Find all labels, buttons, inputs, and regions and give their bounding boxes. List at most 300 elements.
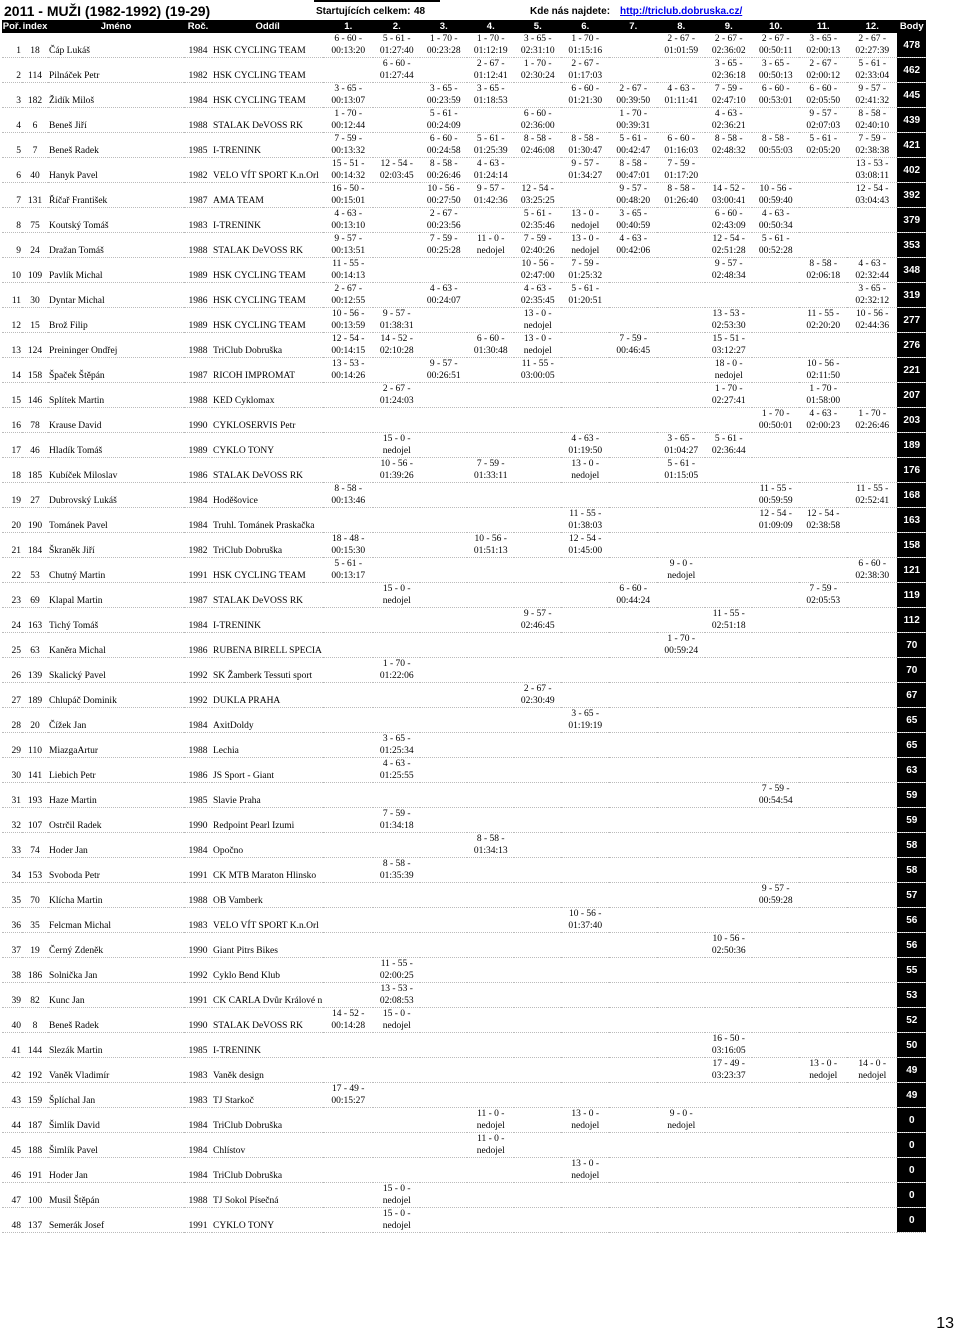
name-cell: Felcman Michal — [48, 908, 184, 933]
result-line: 00:13:20 — [331, 46, 366, 56]
result-line: 01:21:30 — [568, 96, 603, 106]
result-line: 01:24:03 — [379, 396, 414, 406]
race-result-cell — [420, 908, 467, 933]
result-line: 13 - 0 - — [571, 1159, 600, 1169]
result-line: 12 - 54 - — [856, 184, 889, 194]
table-row — [2, 533, 926, 558]
race-result-cell — [657, 533, 705, 558]
race-result-cell — [514, 133, 561, 158]
race-result-cell — [752, 333, 799, 358]
race-result-cell — [705, 658, 752, 683]
result-line: 02:00:12 — [806, 71, 841, 81]
race-result-cell — [420, 958, 467, 983]
result-line: 3 - 65 - — [761, 59, 790, 69]
index-cell: 131 — [22, 183, 48, 208]
race-result-cell — [847, 1208, 897, 1233]
club-cell: HSK CYCLING TEAM — [212, 258, 323, 283]
race-result-cell — [373, 1133, 420, 1158]
index-cell: 19 — [22, 933, 48, 958]
rank-cell: 39 — [2, 983, 22, 1008]
race-result-cell — [657, 408, 705, 433]
race-result-cell — [514, 583, 561, 608]
race-result-cell — [799, 983, 847, 1008]
race-result-cell — [799, 683, 847, 708]
name-cell: Židík Miloš — [48, 83, 184, 108]
race-result-cell — [323, 133, 373, 158]
race-result-cell — [467, 483, 514, 508]
race-result-cell — [323, 983, 373, 1008]
result-line: 01:15:05 — [664, 471, 699, 481]
index-cell: 186 — [22, 958, 48, 983]
year-cell: 1984 — [184, 833, 212, 858]
race-result-cell — [609, 908, 657, 933]
race-result-cell — [323, 333, 373, 358]
result-line: 5 - 61 - — [571, 284, 600, 294]
race-result-cell — [561, 583, 609, 608]
race-result-cell — [373, 908, 420, 933]
result-line: 10 - 56 - — [759, 184, 792, 194]
race-result-cell — [799, 1083, 847, 1108]
result-line: 6 - 60 - — [476, 334, 505, 344]
race-result-cell — [420, 983, 467, 1008]
race-result-cell — [799, 358, 847, 383]
race-result-cell — [420, 283, 467, 308]
points-cell: 50 — [897, 1033, 926, 1058]
result-line: nedojel — [382, 1021, 411, 1031]
index-cell: 192 — [22, 1058, 48, 1083]
result-line: 13 - 0 - — [809, 1059, 838, 1069]
result-line: 11 - 55 - — [332, 259, 365, 269]
points-cell: 168 — [897, 483, 926, 508]
club-cell: I-TRENINK — [212, 208, 323, 233]
index-cell: 191 — [22, 1158, 48, 1183]
race-result-cell — [467, 158, 514, 183]
result-line: 5 - 61 - — [476, 134, 505, 144]
race-result-cell — [467, 533, 514, 558]
race-result-cell — [799, 808, 847, 833]
index-cell: 189 — [22, 683, 48, 708]
result-line: 00:50:01 — [758, 421, 793, 431]
rank-cell: 28 — [2, 708, 22, 733]
club-cell: HSK CYCLING TEAM — [212, 58, 323, 83]
race-result-cell — [657, 833, 705, 858]
race-result-cell — [561, 1008, 609, 1033]
result-line: 7 - 59 - — [761, 784, 790, 794]
race-result-cell — [467, 883, 514, 908]
race-result-cell — [514, 1033, 561, 1058]
race-result-cell — [847, 108, 897, 133]
race-result-cell — [373, 1083, 420, 1108]
result-line: 01:26:40 — [664, 196, 699, 206]
race-result-cell — [561, 258, 609, 283]
race-result-cell — [609, 358, 657, 383]
race-result-cell — [514, 783, 561, 808]
result-line: 5 - 61 - — [714, 434, 743, 444]
club-cell: CYKLOSERVIS Petr — [212, 408, 323, 433]
race-result-cell — [467, 358, 514, 383]
race-result-cell — [561, 208, 609, 233]
index-cell: 184 — [22, 533, 48, 558]
race-result-cell — [609, 1158, 657, 1183]
race-result-cell — [561, 108, 609, 133]
result-line: 6 - 60 - — [334, 34, 363, 44]
result-line: 9 - 57 - — [429, 359, 458, 369]
starters-count: 48 — [414, 6, 426, 17]
result-line: 6 - 60 - — [714, 209, 743, 219]
race-result-cell — [373, 483, 420, 508]
result-line: 01:12:41 — [473, 71, 508, 81]
race-result-cell — [705, 1183, 752, 1208]
result-line: 1 - 70 - — [667, 634, 696, 644]
result-line: 15 - 0 - — [382, 1184, 411, 1194]
race-result-cell — [467, 558, 514, 583]
name-cell: Říčař František — [48, 183, 184, 208]
race-result-cell — [799, 408, 847, 433]
result-line: 02:36:21 — [711, 121, 746, 131]
result-line: 01:27:40 — [379, 46, 414, 56]
race-result-cell — [561, 633, 609, 658]
race-result-cell — [323, 1058, 373, 1083]
year-cell: 1984 — [184, 1158, 212, 1183]
race-result-cell — [752, 583, 799, 608]
year-cell: 1988 — [184, 883, 212, 908]
race-result-cell — [657, 208, 705, 233]
race-result-cell — [467, 333, 514, 358]
result-line: nedojel — [571, 1171, 600, 1181]
race-result-cell — [752, 683, 799, 708]
points-cell: 52 — [897, 1008, 926, 1033]
race-result-cell — [467, 1183, 514, 1208]
race-result-cell — [373, 358, 420, 383]
race-result-cell — [799, 158, 847, 183]
result-line: nedojel — [571, 471, 600, 481]
race-result-cell — [799, 283, 847, 308]
result-line: 01:04:27 — [664, 446, 699, 456]
race-result-cell — [609, 833, 657, 858]
race-result-cell — [561, 983, 609, 1008]
race-result-cell — [799, 33, 847, 58]
race-result-cell — [799, 783, 847, 808]
race-result-cell — [420, 1008, 467, 1033]
result-line: 01:58:00 — [806, 396, 841, 406]
race-result-cell — [561, 1133, 609, 1158]
club-cell: Cyklo Bend Klub — [212, 958, 323, 983]
race-result-cell — [373, 233, 420, 258]
race-result-cell — [609, 183, 657, 208]
page-title: 2011 - MUŽI (1982-1992) (19-29) — [4, 3, 211, 19]
result-line: 00:47:01 — [616, 171, 651, 181]
race-result-cell — [561, 1033, 609, 1058]
points-cell: 59 — [897, 808, 926, 833]
race-result-cell — [467, 583, 514, 608]
race-result-cell — [514, 633, 561, 658]
race-result-cell — [609, 508, 657, 533]
race-result-cell — [847, 383, 897, 408]
race-result-cell — [323, 108, 373, 133]
result-line: 00:12:55 — [331, 296, 366, 306]
race-result-cell — [705, 808, 752, 833]
race-result-cell — [514, 1133, 561, 1158]
result-line: 13 - 53 - — [712, 309, 745, 319]
race-result-cell — [847, 933, 897, 958]
year-cell: 1986 — [184, 458, 212, 483]
race-result-cell — [467, 908, 514, 933]
result-line: 13 - 53 - — [380, 984, 413, 994]
year-cell: 1982 — [184, 158, 212, 183]
race-result-cell — [847, 83, 897, 108]
race-result-cell — [514, 758, 561, 783]
year-cell: 1983 — [184, 1083, 212, 1108]
result-line: 00:15:30 — [331, 546, 366, 556]
race-result-cell — [705, 933, 752, 958]
column-header: 3. — [420, 20, 467, 33]
index-cell: 6 — [22, 108, 48, 133]
race-result-cell — [373, 858, 420, 883]
result-line: 13 - 0 - — [523, 309, 552, 319]
result-line: nedojel — [382, 596, 411, 606]
table-row — [2, 333, 926, 358]
race-result-cell — [514, 1058, 561, 1083]
race-result-cell — [752, 433, 799, 458]
result-line: 00:13:07 — [331, 96, 366, 106]
race-result-cell — [561, 233, 609, 258]
result-line: 4 - 63 - — [714, 109, 743, 119]
race-result-cell — [799, 333, 847, 358]
year-cell: 1984 — [184, 508, 212, 533]
race-result-cell — [847, 583, 897, 608]
year-cell: 1982 — [184, 533, 212, 558]
index-cell: 124 — [22, 333, 48, 358]
race-result-cell — [799, 883, 847, 908]
points-cell: 439 — [897, 108, 926, 133]
race-result-cell — [514, 333, 561, 358]
index-cell: 139 — [22, 658, 48, 683]
result-line: 01:25:39 — [473, 146, 508, 156]
result-line: nedojel — [382, 1196, 411, 1206]
race-result-cell — [373, 1158, 420, 1183]
race-result-cell — [373, 1008, 420, 1033]
race-result-cell — [847, 283, 897, 308]
race-result-cell — [609, 883, 657, 908]
year-cell: 1984 — [184, 33, 212, 58]
year-cell: 1992 — [184, 683, 212, 708]
race-result-cell — [467, 1033, 514, 1058]
index-cell: 75 — [22, 208, 48, 233]
result-line: 00:13:46 — [331, 496, 366, 506]
race-result-cell — [514, 983, 561, 1008]
race-result-cell — [609, 733, 657, 758]
race-result-cell — [609, 758, 657, 783]
race-result-cell — [561, 1208, 609, 1233]
website-link[interactable]: http://triclub.dobruska.cz/ — [620, 6, 743, 17]
race-result-cell — [609, 558, 657, 583]
result-line: 01:38:03 — [568, 521, 603, 531]
points-cell: 119 — [897, 583, 926, 608]
result-line: nedojel — [476, 246, 505, 256]
race-result-cell — [705, 183, 752, 208]
result-line: 02:36:02 — [711, 46, 746, 56]
race-result-cell — [561, 683, 609, 708]
result-line: 2 - 67 - — [429, 209, 458, 219]
rank-cell: 25 — [2, 633, 22, 658]
result-line: 6 - 60 - — [858, 559, 887, 569]
result-line: 1 - 70 - — [761, 409, 790, 419]
race-result-cell — [799, 58, 847, 83]
result-line: 1 - 70 - — [476, 34, 505, 44]
race-result-cell — [420, 308, 467, 333]
race-result-cell — [373, 633, 420, 658]
result-line: 16 - 50 - — [332, 184, 365, 194]
race-result-cell — [609, 233, 657, 258]
result-line: 13 - 0 - — [571, 234, 600, 244]
race-result-cell — [373, 758, 420, 783]
race-result-cell — [847, 1033, 897, 1058]
race-result-cell — [609, 333, 657, 358]
index-cell: 18 — [22, 33, 48, 58]
race-result-cell — [514, 1108, 561, 1133]
table-row — [2, 733, 926, 758]
race-result-cell — [373, 983, 420, 1008]
name-cell: Svoboda Petr — [48, 858, 184, 883]
column-header: 5. — [514, 20, 561, 33]
result-line: 01:45:00 — [568, 546, 603, 556]
rank-cell: 45 — [2, 1133, 22, 1158]
result-line: 7 - 59 - — [334, 134, 363, 144]
race-result-cell — [705, 433, 752, 458]
race-result-cell — [847, 258, 897, 283]
table-body — [2, 33, 926, 1233]
race-result-cell — [705, 508, 752, 533]
rank-cell: 15 — [2, 383, 22, 408]
table-row — [2, 58, 926, 83]
result-line: nedojel — [571, 246, 600, 256]
result-line: 5 - 61 - — [429, 109, 458, 119]
race-result-cell — [373, 1108, 420, 1133]
index-cell: 40 — [22, 158, 48, 183]
table-row — [2, 1108, 926, 1133]
result-line: 02:30:24 — [520, 71, 555, 81]
result-line: 9 - 57 - — [714, 259, 743, 269]
race-result-cell — [467, 258, 514, 283]
name-cell: Čížek Jan — [48, 708, 184, 733]
result-line: 17 - 49 - — [712, 1059, 745, 1069]
result-line: 02:35:46 — [520, 221, 555, 231]
rank-cell: 34 — [2, 858, 22, 883]
race-result-cell — [705, 783, 752, 808]
result-line: 12 - 54 - — [521, 184, 554, 194]
race-result-cell — [373, 1208, 420, 1233]
race-result-cell — [752, 1008, 799, 1033]
result-line: 18 - 48 - — [332, 534, 365, 544]
result-line: 00:23:28 — [426, 46, 461, 56]
result-line: 2 - 67 - — [382, 384, 411, 394]
race-result-cell — [467, 683, 514, 708]
index-cell: 163 — [22, 608, 48, 633]
race-result-cell — [799, 1033, 847, 1058]
year-cell: 1988 — [184, 333, 212, 358]
index-cell: 158 — [22, 358, 48, 383]
race-result-cell — [373, 333, 420, 358]
race-result-cell — [847, 33, 897, 58]
result-line: 03:16:05 — [711, 1046, 746, 1056]
result-line: 8 - 58 - — [667, 184, 696, 194]
race-result-cell — [705, 158, 752, 183]
race-result-cell — [514, 1083, 561, 1108]
race-result-cell — [561, 808, 609, 833]
race-result-cell — [752, 933, 799, 958]
race-result-cell — [323, 433, 373, 458]
race-result-cell — [420, 633, 467, 658]
result-line: 9 - 57 - — [382, 309, 411, 319]
result-line: 02:44:36 — [855, 321, 890, 331]
club-cell: Truhl. Tománek Praskačka — [212, 508, 323, 533]
result-line: 8 - 58 - — [523, 134, 552, 144]
race-result-cell — [420, 1083, 467, 1108]
race-result-cell — [323, 783, 373, 808]
race-result-cell — [657, 133, 705, 158]
race-result-cell — [514, 908, 561, 933]
race-result-cell — [609, 1133, 657, 1158]
race-result-cell — [657, 458, 705, 483]
race-result-cell — [467, 1108, 514, 1133]
club-cell: HSK CYCLING TEAM — [212, 308, 323, 333]
race-result-cell — [609, 108, 657, 133]
result-line: 8 - 58 - — [858, 109, 887, 119]
race-result-cell — [799, 1133, 847, 1158]
club-cell: CK MTB Maraton Hlinsko — [212, 858, 323, 883]
table-row — [2, 858, 926, 883]
name-cell: Semerák Josef — [48, 1208, 184, 1233]
index-cell: 74 — [22, 833, 48, 858]
index-cell: 185 — [22, 458, 48, 483]
club-cell: CK CARLA Dvůr Králové n — [212, 983, 323, 1008]
result-line: 4 - 63 - — [523, 284, 552, 294]
rank-cell: 26 — [2, 658, 22, 683]
rank-cell: 42 — [2, 1058, 22, 1083]
result-line: 12 - 54 - — [569, 534, 602, 544]
table-row — [2, 658, 926, 683]
race-result-cell — [514, 558, 561, 583]
result-line: 02:33:04 — [855, 71, 890, 81]
result-line: 01:34:18 — [379, 821, 414, 831]
result-line: 00:42:47 — [616, 146, 651, 156]
race-result-cell — [847, 808, 897, 833]
index-cell: 188 — [22, 1133, 48, 1158]
rank-cell: 7 — [2, 183, 22, 208]
race-result-cell — [799, 608, 847, 633]
race-result-cell — [799, 908, 847, 933]
table-row — [2, 983, 926, 1008]
race-result-cell — [705, 33, 752, 58]
race-result-cell — [705, 333, 752, 358]
race-result-cell — [420, 508, 467, 533]
race-result-cell — [561, 858, 609, 883]
result-line: 11 - 55 - — [856, 484, 889, 494]
race-result-cell — [847, 683, 897, 708]
race-result-cell — [323, 883, 373, 908]
table-row — [2, 133, 926, 158]
race-result-cell — [467, 833, 514, 858]
points-cell: 0 — [897, 1108, 926, 1133]
race-result-cell — [609, 1108, 657, 1133]
index-cell: 190 — [22, 508, 48, 533]
result-line: 12 - 54 - — [759, 509, 792, 519]
result-line: 8 - 58 - — [476, 834, 505, 844]
race-result-cell — [799, 858, 847, 883]
race-result-cell — [752, 558, 799, 583]
race-result-cell — [323, 208, 373, 233]
race-result-cell — [561, 333, 609, 358]
